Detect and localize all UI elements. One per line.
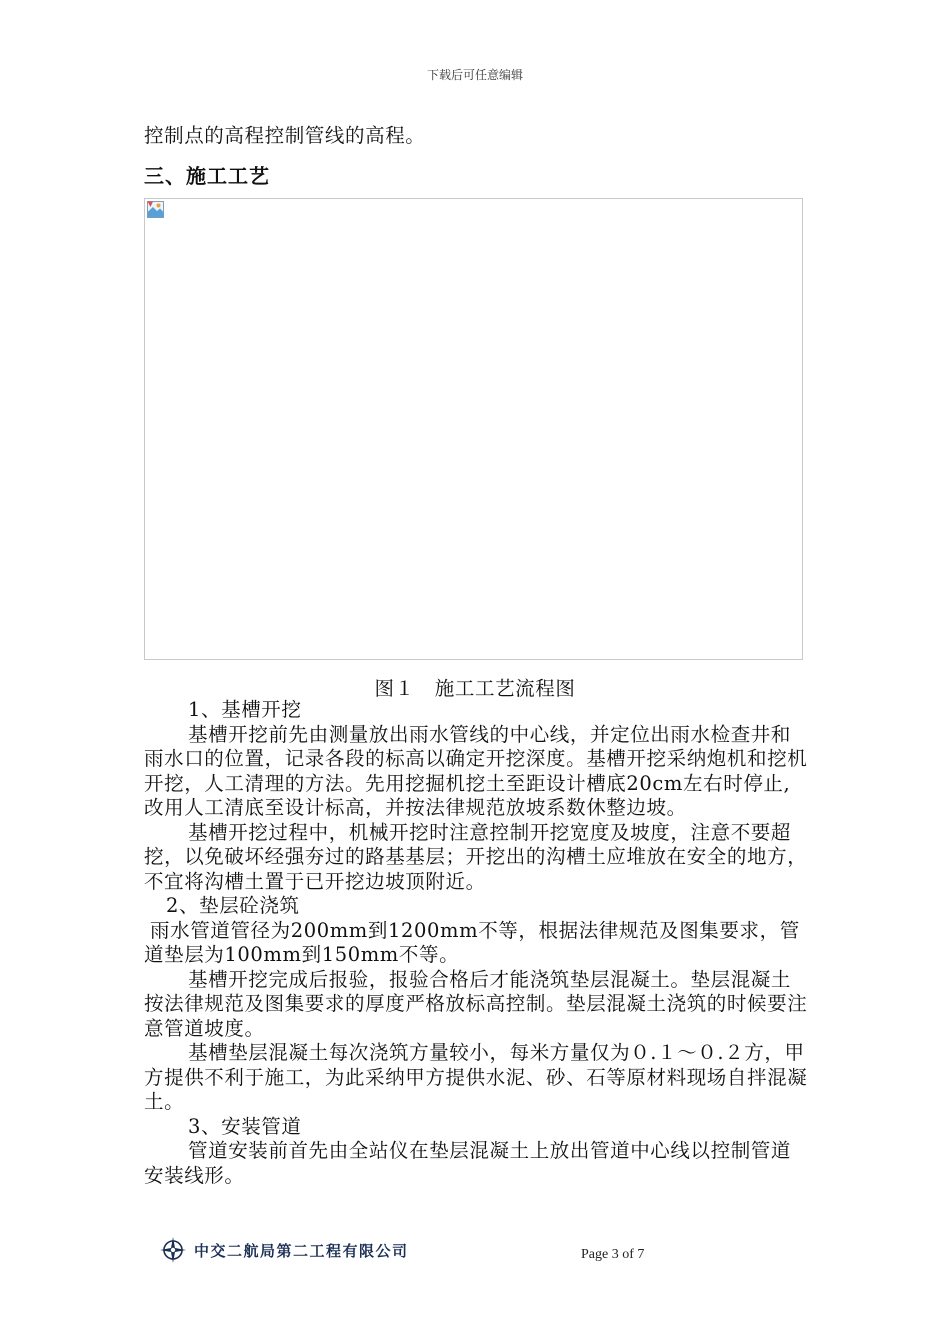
figure-image-frame [144, 198, 803, 660]
figure-caption: 图１ 施工工艺流程图 [374, 677, 576, 700]
section-body [144, 698, 808, 1188]
paragraph: 基槽开挖完成后报验，报验合格后才能浇筑垫层混凝土。垫层混凝土按法律规范及图集要求的厚度严格放标高控制。垫层混凝土浇筑的时候要注意管道坡度。 [144, 967, 808, 1040]
paragraph: 基槽垫层混凝土每次浇筑方量较小，每米方量仅为０.１～０.２方，甲方提供不利于施工，为此采纳甲方提供水泥、砂、石等原材料现场自拌混凝土。 [144, 1041, 808, 1113]
broken-image-icon [147, 201, 164, 218]
paragraph: 雨水管道管径为200mm到1200mm不等，根据法律规范及图集要求，管道垫层为100mm到150mm不等。 [144, 918, 800, 966]
page-number: Page 3 of 7 [581, 1247, 645, 1262]
continuation-text: 控制点的高程控制管线的高程。 [144, 124, 426, 147]
compass-star-logo-icon [160, 1237, 186, 1263]
paragraph: 管道安装前首先由全站仪在垫层混凝土上放出管道中心线以控制管道安装线形。 [144, 1139, 792, 1187]
paragraph: 基槽开挖前先由测量放出雨水管线的中心线，并定位出雨水检查井和雨水口的位置，记录各段的标高以确定开挖深度。基槽开挖采纳炮机和挖机开挖，人工清理的方法。先用挖掘机挖土至距设计槽底20cm左右时停止,改用人工清底至设计标高，并按法律规范放坡系数休整边坡。 [144, 722, 808, 819]
section-heading: 三、施工工艺 [144, 164, 270, 188]
paragraph: 基槽开挖过程中，机械开挖时注意控制开挖宽度及坡度，注意不要超挖，以免破坏经强夯过的路基基层；开挖出的沟槽土应堆放在安全的地方，不宜将沟槽土置于已开挖边坡顶附近。 [144, 820, 808, 893]
section-title-2: 2、垫层砼浇筑 [166, 894, 300, 917]
section-title-1: 1、基槽开挖 [188, 698, 302, 721]
header-note: 下载后可任意编辑 [426, 68, 523, 82]
section-title-3: 3、安装管道 [188, 1114, 302, 1138]
company-logo [160, 1236, 410, 1264]
company-name: 中交二航局第二工程有限公司 [194, 1241, 409, 1260]
